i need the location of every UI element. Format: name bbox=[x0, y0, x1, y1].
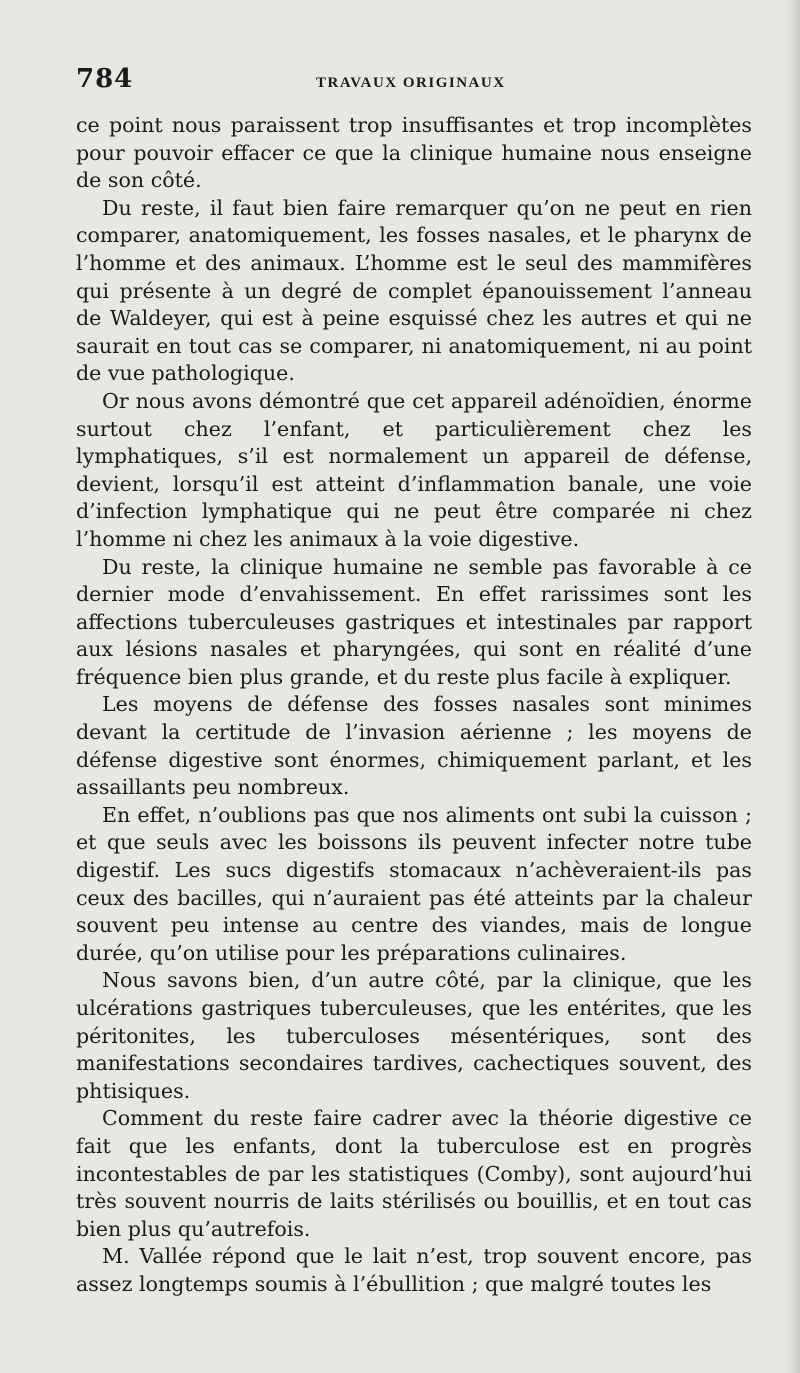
paragraph-6: En effet, n’oublions pas que nos aliments ont subi la cuisson ; et que seuls avec les boissons ils peuvent infecter notre tube digestif. Les sucs digestifs stomacaux n’achèveraient-ils pas ceux des bacilles, qui n’auraient pas été atteints par la chaleur souvent peu intense au centre des viandes, mais de longue durée, qu’on utilise pour les préparations culinaires. bbox=[76, 802, 752, 965]
body-text bbox=[76, 112, 752, 1299]
paragraph-1: ce point nous paraissent trop insuffisantes et trop incomplètes pour pouvoir effacer ce que la clinique humaine nous enseigne de son côté. bbox=[76, 113, 752, 193]
paragraph-4: Du reste, la clinique humaine ne semble pas favorable à ce dernier mode d’envahissement. En effet rarissimes sont les affections tuberculeuses gastriques et intestinales par rapport aux lésions nasales et pharyngées, qui sont en réalité d’une fréquence bien plus grande, et du reste plus facile à expliquer. bbox=[76, 554, 752, 689]
page-header bbox=[76, 64, 752, 104]
page-number: 784 bbox=[76, 64, 134, 94]
page-edge-shadow bbox=[786, 0, 800, 1373]
paragraph-8: Comment du reste faire cadrer avec la théorie digestive ce fait que les enfants, dont la tuberculose est en progrès incontestables de par les statistiques (Comby), sont aujourd’hui très souvent nourris de laits stérilisés ou bouillis, et en tout cas bien plus qu’autrefois. bbox=[76, 1106, 752, 1241]
paragraph-9: M. Vallée répond que le lait n’est, trop souvent encore, pas assez longtemps soumis à l’ébullition ; que malgré toutes les bbox=[76, 1244, 752, 1296]
paragraph-3: Or nous avons démontré que cet appareil adénoïdien, énorme surtout chez l’enfant, et particulièrement chez les lymphatiques, s’il est normalement un appareil de défense, devient, lorsqu’il est atteint d’inflammation banale, une voie d’infection lymphatique qui ne peut être comparée ni chez l’homme ni chez les animaux à la voie digestive. bbox=[76, 388, 752, 551]
paragraph-5: Les moyens de défense des fosses nasales sont minimes devant la certitude de l’invasion aérienne ; les moyens de défense digestive sont énormes, chimiquement parlant, et les assaillants peu nombreux. bbox=[76, 692, 752, 800]
paragraph-7: Nous savons bien, d’un autre côté, par la clinique, que les ulcérations gastriques tuberculeuses, que les entérites, que les péritonites, les tuberculoses mésentériques, sont des manifestations secondaires tardives, cachectiques souvent, des phtisiques. bbox=[76, 968, 752, 1103]
running-title: TRAVAUX ORIGINAUX bbox=[316, 75, 506, 91]
paragraph-2: Du reste, il faut bien faire remarquer qu’on ne peut en rien comparer, anatomiquement, les fosses nasales, et le pharynx de l’homme et des animaux. L’homme est le seul des mammifères qui présente à un degré de complet épanouissement l’anneau de Waldeyer, qui est à peine esquissé chez les autres et qui ne saurait en tout cas se comparer, ni anatomiquement, ni au point de vue pathologique. bbox=[76, 195, 752, 386]
